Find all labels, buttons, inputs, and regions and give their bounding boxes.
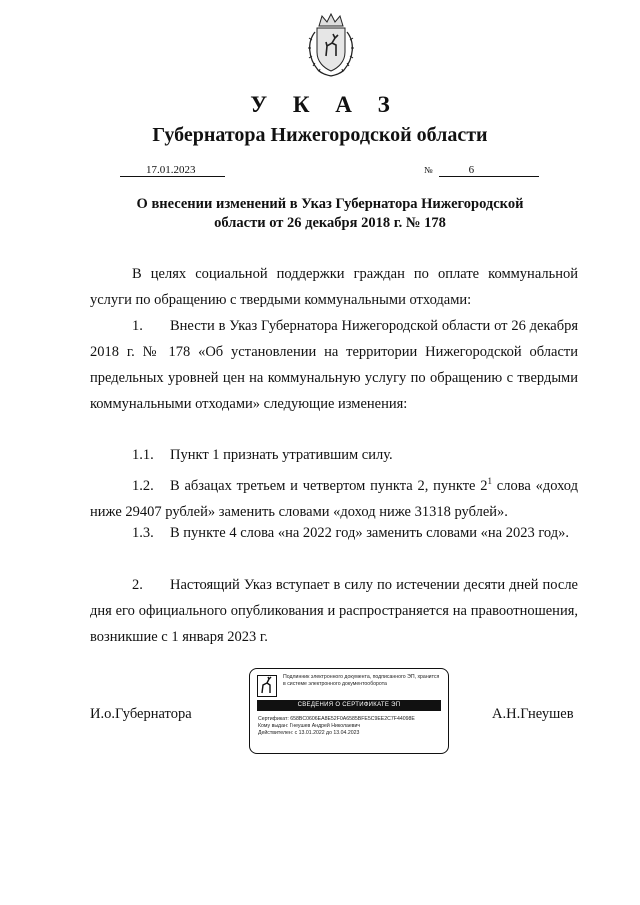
stamp-emblem-icon [257, 675, 277, 697]
superscript: 1 [487, 476, 493, 486]
paragraph-item-1 [90, 313, 578, 417]
coat-of-arms-emblem [300, 12, 362, 80]
paragraph-item-2 [90, 572, 578, 650]
item-number: 1.2. [132, 477, 154, 494]
paragraph-item-1-3 [90, 520, 578, 546]
stamp-note: Подлинник электронного документа, подписанного ЭП, хранится в системе электронного документооборота [283, 674, 440, 687]
item-number: 1.3. [132, 525, 154, 541]
item-number: 1. [132, 318, 143, 334]
stamp-owner: Кому выдан: Гнеушев Андрей Николаевич [258, 723, 361, 729]
electronic-signature-stamp [249, 668, 449, 754]
item-text: Внести в Указ Губернатора Нижегородской области от 26 декабря 2018 г. № 178 «Об установлении на территории Нижегородской области предельных уровней цен на коммунальную услугу по обращению с твердыми коммунальными отходами» следующие изменения: [90, 318, 578, 412]
paragraph-item-1-1 [90, 442, 578, 468]
item-number: 2. [132, 577, 143, 593]
item-text: Настоящий Указ вступает в силу по истечении десяти дней после дня его официального опубликования и распространяется на правоотношения, возникшие с 1 января 2023 г. [90, 577, 578, 645]
stamp-certificate: Сертификат: 658BC0606EA8E52F0A6585BFE5C9EE2C7F44098E [258, 716, 415, 722]
paragraph-preamble: В целях социальной поддержки граждан по оплате коммунальной услуги по обращению с твердыми коммунальными отходами: [90, 266, 578, 308]
document-number-field [424, 164, 544, 177]
heading-line-2: области от 26 декабря 2018 г. № 178 [214, 215, 446, 231]
item-text: В абзацах третьем и четвертом пункта 2, пункте 2 [170, 477, 488, 494]
document-heading [110, 195, 550, 233]
signatory-name: А.Н.Гнеушев [492, 706, 574, 722]
document-subtitle: Губернатора Нижегородской области [152, 124, 488, 146]
document-date-field [120, 164, 225, 177]
signatory-position: И.о.Губернатора [90, 706, 192, 722]
stamp-header-bar: СВЕДЕНИЯ О СЕРТИФИКАТЕ ЭП [257, 700, 441, 711]
heading-line-1: О внесении изменений в Указ Губернатора Нижегородской [136, 196, 524, 212]
paragraph-item-1-2 [90, 468, 578, 525]
document-title: У К А З [250, 92, 400, 117]
document-date: 17.01.2023 [146, 164, 196, 176]
item-text: Пункт 1 признать утратившим силу. [170, 447, 393, 463]
item-text: В пункте 4 слова «на 2022 год» заменить словами «на 2023 год». [170, 525, 570, 541]
item-text-cont: слова «доход ниже 29407 рублей» заменить словами «доход ниже 31318 рублей». [90, 477, 578, 520]
item-number: 1.1. [132, 447, 154, 463]
stamp-validity: Действителен: с 13.01.2022 до 13.04.2023 [258, 730, 360, 736]
number-label: № [424, 165, 433, 175]
document-number: 6 [468, 164, 475, 176]
